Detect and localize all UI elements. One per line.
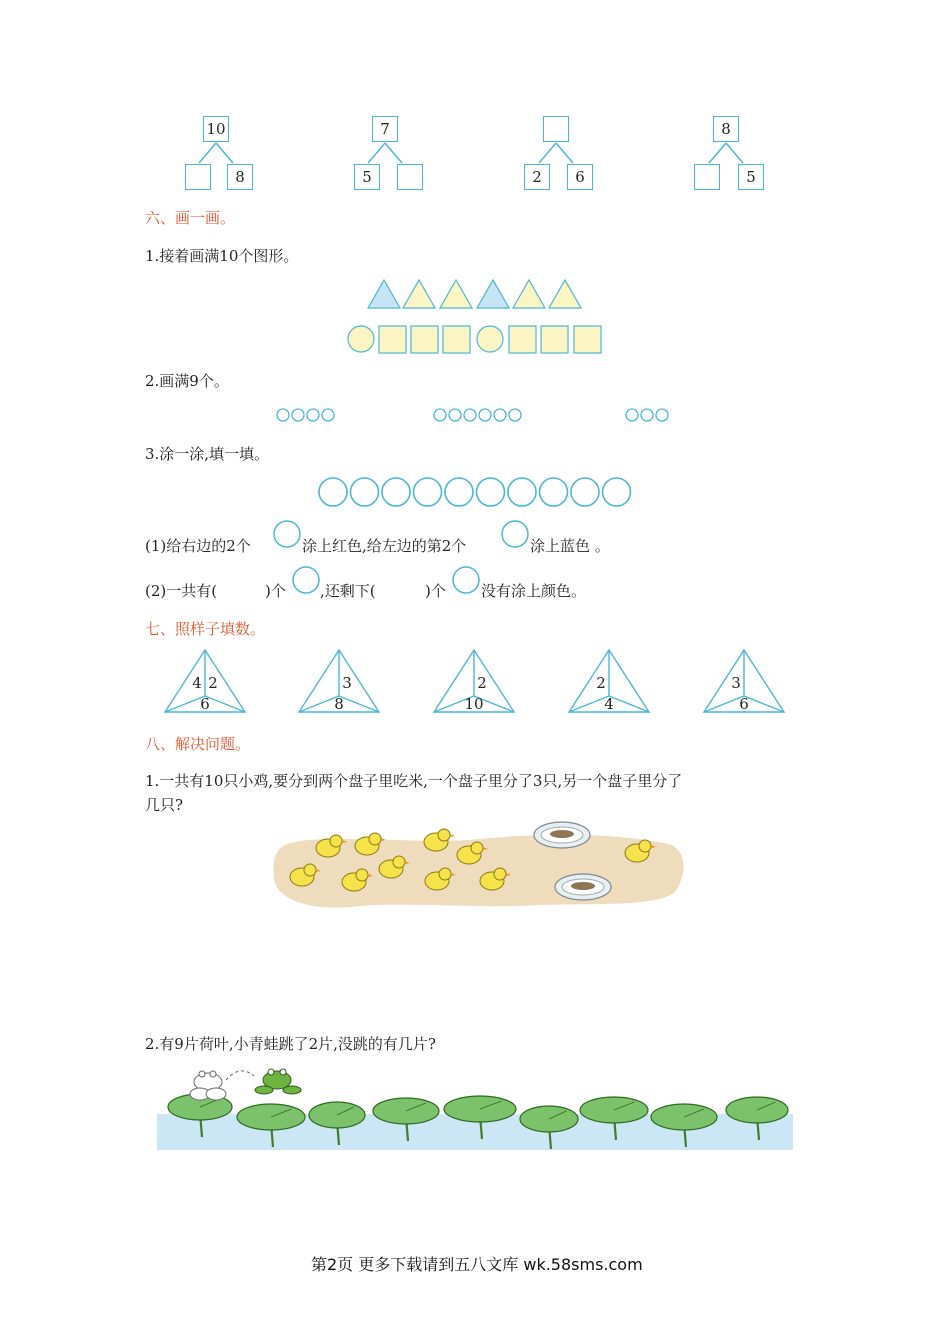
bond-2-left: 5 bbox=[354, 164, 380, 190]
lily-pads-illustration bbox=[0, 1060, 950, 1170]
q3-2-text-c: ,还剩下( bbox=[320, 582, 376, 600]
small-circle bbox=[277, 409, 289, 421]
q3-2-text-e: 没有涂上颜色。 bbox=[481, 582, 587, 600]
pattern-triangle-yellow bbox=[403, 280, 435, 308]
bond-3-top[interactable] bbox=[543, 116, 569, 142]
small-circle bbox=[322, 409, 334, 421]
coloring-circle[interactable] bbox=[540, 478, 568, 506]
section8-q1-line2: 几只? bbox=[145, 796, 184, 814]
pattern-square bbox=[574, 326, 601, 353]
q3-2-text-a: (2)一共有( bbox=[145, 582, 218, 600]
triangle-bottom-value: 6 bbox=[739, 695, 749, 713]
small-circle bbox=[479, 409, 491, 421]
q3-1-text-b: 涂上红色,给左边的第2个 bbox=[302, 537, 467, 555]
small-circle bbox=[434, 409, 446, 421]
section6-q1: 1.接着画满10个图形。 bbox=[145, 247, 299, 265]
triangle-bottom-value: 6 bbox=[200, 695, 210, 713]
inline-circle-icon bbox=[292, 566, 322, 596]
section7-heading: 七、照样子填数。 bbox=[145, 620, 266, 638]
triangle-left-value: 3 bbox=[731, 674, 741, 692]
plate-icon bbox=[534, 822, 590, 848]
small-circle bbox=[464, 409, 476, 421]
small-circle bbox=[292, 409, 304, 421]
triangle-right-value: 3 bbox=[342, 674, 352, 692]
section8-q1-line1: 1.一共有10只小鸡,要分到两个盘子里吃米,一个盘子里分了3只,另一个盘子里分了 bbox=[145, 772, 683, 790]
pattern-square bbox=[443, 326, 470, 353]
small-circle bbox=[494, 409, 506, 421]
q3-1-text-a: (1)给右边的2个 bbox=[145, 537, 251, 555]
section6-heading: 六、画一画。 bbox=[145, 209, 236, 227]
bond-2-right[interactable] bbox=[397, 164, 423, 190]
jump-arrow bbox=[226, 1071, 254, 1080]
ghost-frog-icon bbox=[190, 1071, 226, 1100]
triangle-right-value: 2 bbox=[477, 674, 487, 692]
q3-1-text-c: 涂上蓝色 。 bbox=[530, 537, 610, 555]
q3-2-answer-left[interactable] bbox=[392, 580, 426, 598]
pattern-circle bbox=[477, 326, 503, 352]
coloring-circle[interactable] bbox=[351, 478, 379, 506]
pattern-square bbox=[379, 326, 406, 353]
coloring-circle-row bbox=[0, 475, 950, 515]
section8-heading: 八、解决问题。 bbox=[145, 735, 251, 753]
small-circle bbox=[307, 409, 319, 421]
triangle-right-value: 2 bbox=[208, 674, 218, 692]
bond-1-left[interactable] bbox=[185, 164, 211, 190]
inline-circle-icon bbox=[452, 566, 482, 596]
inline-circle-icon bbox=[273, 520, 303, 550]
pattern-triangle-yellow bbox=[549, 280, 581, 308]
pattern-square bbox=[509, 326, 536, 353]
triangle-bottom-value: 8 bbox=[334, 695, 344, 713]
small-circle bbox=[449, 409, 461, 421]
section6-q2: 2.画满9个。 bbox=[145, 372, 229, 390]
frog-icon bbox=[255, 1069, 301, 1094]
pattern-circle bbox=[348, 326, 374, 352]
plate-icon bbox=[555, 874, 611, 900]
bond-4-left[interactable] bbox=[694, 164, 720, 190]
pattern-triangle-yellow bbox=[513, 280, 545, 308]
bond-3-left: 2 bbox=[524, 164, 550, 190]
bond-4-top: 8 bbox=[713, 116, 739, 142]
triangle-left-value: 4 bbox=[192, 674, 202, 692]
bond-4-right: 5 bbox=[738, 164, 764, 190]
triangle-figures bbox=[0, 648, 950, 728]
small-circle bbox=[626, 409, 638, 421]
coloring-circle[interactable] bbox=[445, 478, 473, 506]
coloring-circle[interactable] bbox=[571, 478, 599, 506]
coloring-circle[interactable] bbox=[508, 478, 536, 506]
pattern-triangle-blue bbox=[477, 280, 509, 308]
small-circle bbox=[641, 409, 653, 421]
coloring-circle[interactable] bbox=[603, 478, 631, 506]
circle-square-pattern bbox=[0, 322, 950, 362]
coloring-circle[interactable] bbox=[477, 478, 505, 506]
bond-3-right: 6 bbox=[567, 164, 593, 190]
small-circle-groups bbox=[0, 403, 950, 433]
pattern-triangle-blue bbox=[368, 280, 400, 308]
bond-lines bbox=[0, 0, 950, 200]
pattern-square bbox=[541, 326, 568, 353]
small-circle bbox=[509, 409, 521, 421]
pattern-square bbox=[411, 326, 438, 353]
triangle-bottom-value: 10 bbox=[464, 695, 484, 713]
bond-1-right: 8 bbox=[227, 164, 253, 190]
bond-1-top: 10 bbox=[203, 116, 229, 142]
section8-q2: 2.有9片荷叶,小青蛙跳了2片,没跳的有几片? bbox=[145, 1035, 436, 1053]
section6-q3: 3.涂一涂,填一填。 bbox=[145, 445, 270, 463]
triangle-bottom-value: 4 bbox=[604, 695, 614, 713]
inline-circle-icon bbox=[501, 520, 531, 550]
coloring-circle[interactable] bbox=[382, 478, 410, 506]
q3-2-text-d: )个 bbox=[425, 582, 446, 600]
bond-2-top: 7 bbox=[372, 116, 398, 142]
chicks-illustration bbox=[0, 815, 950, 925]
q3-2-text-b: )个 bbox=[265, 582, 286, 600]
page-footer: 第2页 更多下载请到五八文库 wk.58sms.com bbox=[311, 1255, 643, 1274]
coloring-circle[interactable] bbox=[414, 478, 442, 506]
pattern-triangle-yellow bbox=[440, 280, 472, 308]
small-circle bbox=[656, 409, 668, 421]
triangle-left-value: 2 bbox=[596, 674, 606, 692]
coloring-circle[interactable] bbox=[319, 478, 347, 506]
